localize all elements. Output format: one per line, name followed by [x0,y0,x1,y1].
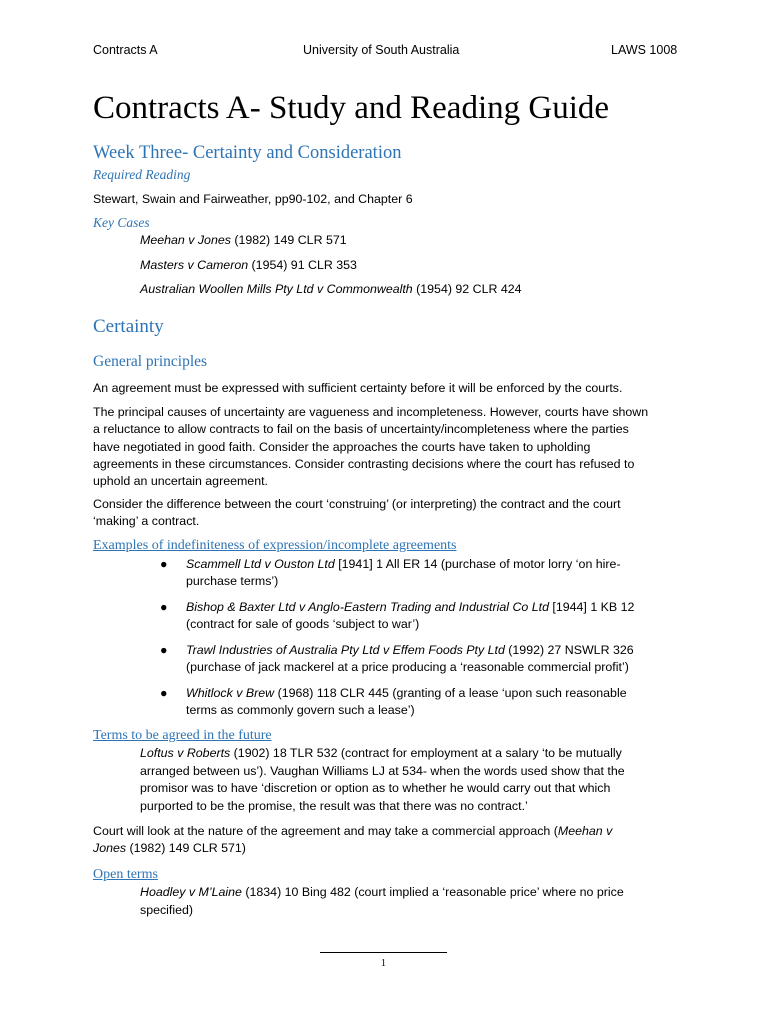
week-heading: Week Three- Certainty and Consideration [93,143,402,163]
case-name: Meehan v Jones [140,233,231,247]
document-title: Contracts A- Study and Reading Guide [93,90,610,126]
case-name: Hoadley v M’Laine [140,885,242,899]
hoadley-paragraph [140,884,680,919]
open-terms-heading: Open terms [93,867,158,882]
list-item [186,599,686,634]
key-case-2 [140,257,357,274]
bullet-icon: ● [160,686,168,700]
case-name: Whitlock v Brew [186,686,275,700]
paragraph-certainty-intro: An agreement must be expressed with sufficient certainty before it will be enforced by the courts. [93,381,623,395]
footer-divider [320,952,447,953]
bullet-icon: ● [160,600,168,614]
list-item [186,556,686,591]
case-name: Jones [93,841,127,856]
case-detail-line2: (contract for sale of goods ‘subject to war’) [186,617,420,632]
page-number: 1 [381,958,386,969]
case-name: Trawl Industries of Australia Pty Ltd v Effem Foods Pty Ltd [186,643,505,657]
text-line: a reluctance to allow contracts to fail on the basis of uncertainty/incompleteness where the parties [93,422,629,437]
case-citation: (1982) 149 CLR 571 [230,233,347,247]
general-principles-heading: General principles [93,353,208,370]
list-item [186,642,686,677]
case-detail: (1968) 118 CLR 445 (granting of a lease ‘upon such reasonable [274,686,627,700]
case-detail: (1992) 27 NSWLR 326 [504,643,634,657]
list-item [186,685,686,720]
key-case-1 [140,232,347,249]
case-detail: [1944] 1 KB 12 [548,600,635,614]
text-line: Consider the difference between the court ‘construing’ (or interpreting) the contract and the court [93,497,621,511]
text-line: uphold an uncertain agreement. [93,474,268,489]
paragraph-construing [93,496,683,531]
case-name: Australian Woollen Mills Pty Ltd v Commonwealth [140,282,413,296]
case-name: Bishop & Baxter Ltd v Anglo-Eastern Trading and Industrial Co Ltd [186,600,549,614]
text-line: agreements in these circumstances. Consider contrasting decisions where the court has refused to [93,456,635,471]
bullet-icon: ● [160,643,168,657]
case-citation: (1954) 92 CLR 424 [412,282,522,296]
case-name: Loftus v Roberts [140,746,231,760]
loftus-paragraph [140,745,680,816]
examples-heading: Examples of indefiniteness of expression/incomplete agreements [93,538,457,553]
text-line: have negotiated in good faith. Consider the approaches the courts have taken to upholding [93,439,591,454]
text-line: ‘making’ a contract. [93,514,200,529]
case-name: Masters v Cameron [140,258,249,272]
case-detail: (1834) 10 Bing 482 (court implied a ‘reasonable price’ where no price [241,885,624,899]
case-name: Scammell Ltd v Ouston Ltd [186,557,335,571]
text-line: The principal causes of uncertainty are vagueness and incompleteness. However, courts have shown [93,405,649,419]
case-detail: [1941] 1 All ER 14 (purchase of motor lorry ‘on hire- [334,557,621,571]
text-line: promisor was to have ‘discretion or option as to whether he would carry out that which [140,781,611,796]
required-reading-label: Required Reading [93,167,191,182]
paragraph-commercial-approach [93,823,683,858]
text-segment: Court will look at the nature of the agreement and may take a commercial approach ( [93,824,558,838]
case-detail-line2: terms as commonly govern such a lease’) [186,703,415,718]
required-reading-text: Stewart, Swain and Fairweather, pp90-102, and Chapter 6 [93,192,413,206]
certainty-heading: Certainty [93,316,164,337]
case-name: Meehan v [557,824,613,838]
text-line: purported to be the promise, the result was that there was no contract.’ [140,799,528,814]
case-citation: (1954) 91 CLR 353 [248,258,357,272]
header-right: LAWS 1008 [611,43,678,57]
text-line: specified) [140,902,194,917]
key-case-3 [140,281,522,298]
bullet-icon: ● [160,557,168,571]
text-line: arranged between us’). Vaughan Williams LJ at 534- when the words used show that the [140,763,625,778]
case-detail: (1982) 149 CLR 571) [126,841,246,856]
header-left: Contracts A [93,43,158,57]
paragraph-uncertainty-causes [93,404,683,490]
case-detail: (1902) 18 TLR 532 (contract for employment at a salary ‘to be mutually [230,746,622,760]
key-cases-label: Key Cases [93,215,150,230]
case-detail-line2: (purchase of jack mackerel at a price producing a ‘reasonable commercial profit’) [186,660,629,675]
header-center: University of South Australia [303,43,460,57]
case-detail-line2: purchase terms’) [186,574,279,589]
terms-future-heading: Terms to be agreed in the future [93,728,272,743]
